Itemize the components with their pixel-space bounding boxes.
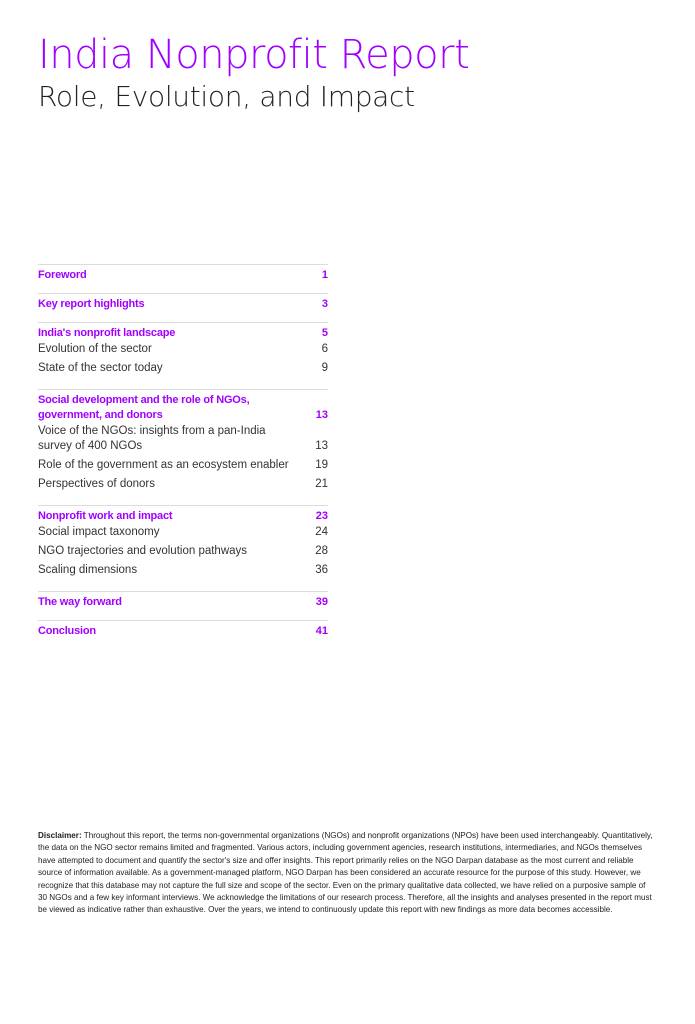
toc-heading-row[interactable]	[38, 268, 328, 283]
toc-item-page: 36	[315, 564, 328, 576]
toc-item-row[interactable]	[38, 361, 328, 376]
toc-heading-row[interactable]	[38, 624, 328, 639]
toc-heading-label[interactable]: Key report highlights	[38, 298, 145, 310]
toc-heading-page: 3	[321, 298, 328, 310]
toc-heading-row[interactable]	[38, 326, 328, 341]
toc-heading-page: 1	[321, 269, 328, 281]
disclaimer-text: Throughout this report, the terms non-governmental organizations (NGOs) and nonprofit organizations (NPOs) have been used interchangeably. Quantitatively, the data on the NGO sector remains limited and fragmented. Various actors, including government agencies, research institutions, intermediaries, and NGOs themselves have attempted to document and quantify the sector's size and offer insights. This report primarily relies on the NGO Darpan database as the most current and reliable source of information available. As a government-managed platform, NGO Darpan has been considered an accurate resource for the purpose of this study. However, we recognize that this database may not capture the full size and scope of the sector. Even on the primary qualitative data collected, we have relied on a purposive sample of 30 NGOs and a few key informant interviews. We acknowledge the limitations of our research process. Therefore, all the insights and analyses presented in the report must be viewed as indicative rather than exhaustive. Over the years, we intend to continuously update this report with new findings as more data becomes accessible.	[38, 831, 653, 915]
toc-item-page: 6	[321, 343, 328, 355]
toc-item-page: 19	[315, 459, 328, 471]
toc-heading-page: 23	[315, 510, 328, 522]
toc-item-page: 9	[321, 362, 328, 374]
toc-item-row[interactable]	[38, 544, 328, 559]
toc-item-label[interactable]: Role of the government as an ecosystem enabler	[38, 459, 289, 471]
toc-item-row[interactable]	[38, 563, 328, 578]
report-title: India Nonprofit Report	[38, 32, 470, 78]
toc-heading-page: 13	[315, 409, 328, 421]
toc-item-row[interactable]	[38, 477, 328, 492]
disclaimer-label: Disclaimer:	[38, 831, 82, 840]
toc-heading-page: 5	[321, 327, 328, 339]
toc-section-landscape	[38, 322, 328, 389]
toc-heading-row[interactable]	[38, 393, 328, 423]
toc-heading-label[interactable]: Nonprofit work and impact	[38, 510, 173, 522]
toc-item-label[interactable]: Social impact taxonomy	[38, 526, 160, 538]
toc-heading-label[interactable]: India's nonprofit landscape	[38, 327, 176, 339]
disclaimer-paragraph	[38, 830, 656, 917]
toc-heading-page: 39	[315, 596, 328, 608]
toc-section-social-development	[38, 389, 328, 505]
toc-item-label[interactable]: Scaling dimensions	[38, 564, 138, 576]
toc-heading-label[interactable]: Foreword	[38, 269, 87, 281]
toc-item-row[interactable]	[38, 342, 328, 357]
toc-section-nonprofit-work	[38, 505, 328, 591]
toc-item-label[interactable]: Evolution of the sector	[38, 343, 152, 355]
toc-item-label[interactable]: State of the sector today	[38, 362, 163, 374]
toc-item-page: 21	[315, 478, 328, 490]
toc-item-page: 13	[315, 440, 328, 452]
toc-item-label[interactable]: NGO trajectories and evolution pathways	[38, 545, 248, 557]
toc-heading-label[interactable]: The way forward	[38, 596, 122, 608]
toc-heading-label[interactable]: Social development and the role of NGOs, government, and donors	[38, 394, 250, 421]
toc-section-way-forward	[38, 591, 328, 620]
toc-item-label[interactable]: Perspectives of donors	[38, 478, 155, 490]
toc-item-page: 28	[315, 545, 328, 557]
report-subtitle: Role, Evolution, and Impact	[38, 80, 415, 113]
toc-heading-row[interactable]	[38, 297, 328, 312]
toc-item-row[interactable]	[38, 458, 328, 473]
toc-heading-row[interactable]	[38, 509, 328, 524]
toc-item-row[interactable]	[38, 424, 328, 454]
toc-heading-row[interactable]	[38, 595, 328, 610]
toc-section-foreword	[38, 264, 328, 293]
toc-section-highlights	[38, 293, 328, 322]
toc-section-conclusion	[38, 620, 328, 639]
toc-heading-label[interactable]: Conclusion	[38, 625, 96, 637]
toc-item-row[interactable]	[38, 525, 328, 540]
table-of-contents	[38, 264, 328, 640]
toc-item-label[interactable]: Voice of the NGOs: insights from a pan-India survey of 400 NGOs	[38, 425, 266, 452]
toc-heading-page: 41	[315, 625, 328, 637]
toc-item-page: 24	[315, 526, 328, 538]
